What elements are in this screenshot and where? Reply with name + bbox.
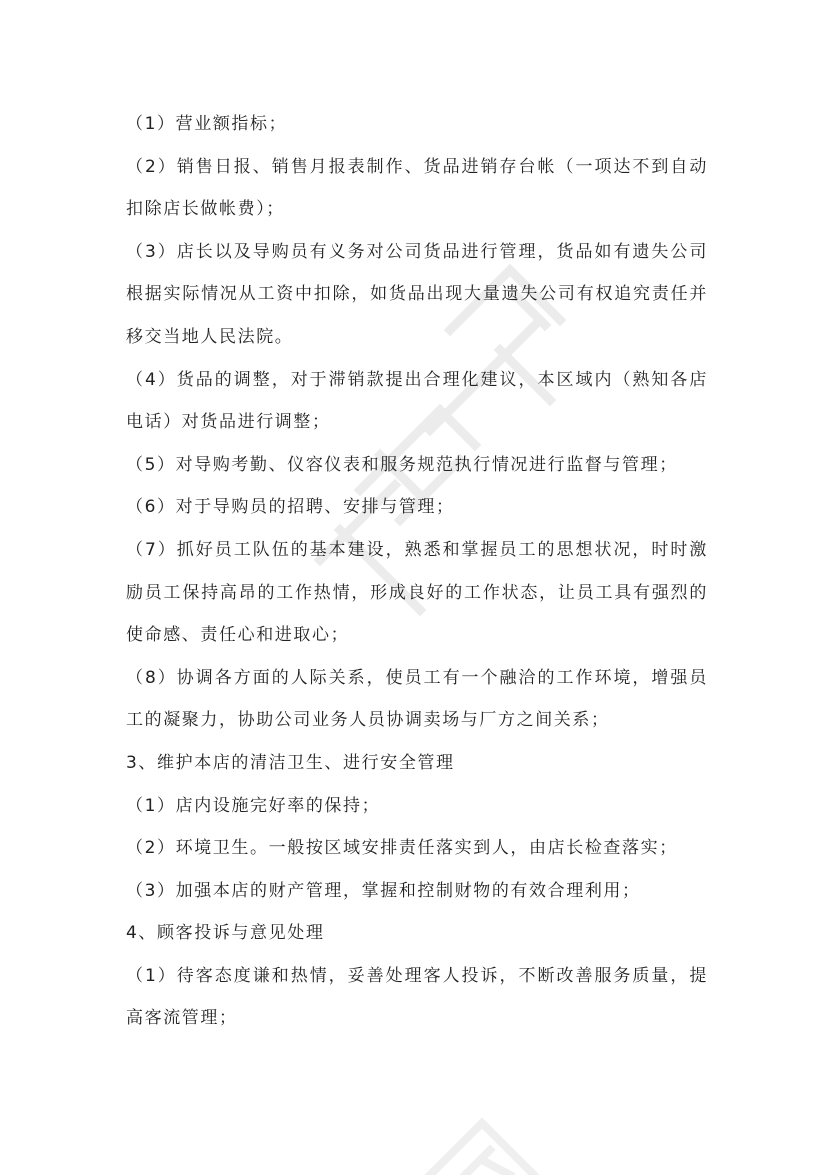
list-item: （6）对于导购员的招聘、安排与管理； [126,497,455,518]
section-heading: 3、维护本店的清洁卫生、进行安全管理 [126,752,455,773]
list-item: （4）货品的调整，对于滞销款提出合理化建议，本区域内（熟知各店电话）对货品进行调整； [126,369,708,433]
section-heading: 4、顾客投诉与意见处理 [126,923,325,944]
list-item: （2）销售日报、销售月报表制作、货品进销存台帐（一项达不到自动扣除店长做帐费）； [126,156,708,220]
document-body [126,103,708,1040]
list-item: （3）店长以及导购员有义务对公司货品进行管理，货品如有遗失公司根据实际情况从工资中扣除，如货品出现大量遗失公司有权追究责任并移交当地人民法院。 [126,241,708,347]
watermark-logo-bottom [420,1115,560,1175]
list-item: （1）营业额指标； [126,114,288,134]
list-item: （3）加强本店的财产管理，掌握和控制财物的有效合理利用； [126,880,641,901]
list-item: （5）对导购考勤、仪容仪表和服务规范执行情况进行监督与管理； [126,454,678,475]
list-item: （1）待客态度谦和热情，妥善处理客人投诉，不断改善服务质量，提高客流管理； [126,965,708,1029]
list-item: （8）协调各方面的人际关系，使员工有一个融洽的工作环境，增强员工的凝聚力，协助公司业务人员协调卖场与厂方之间关系； [126,667,708,731]
list-item: （7）抓好员工队伍的基本建设，熟悉和掌握员工的思想状况，时时激励员工保持高昂的工作热情，形成良好的工作状态，让员工具有强烈的使命感、责任心和进取心； [126,539,708,646]
list-item: （2）环境卫生。一般按区域安排责任落实到人，由店长检查落实； [126,838,678,859]
list-item: （1）店内设施完好率的保持； [126,795,381,816]
